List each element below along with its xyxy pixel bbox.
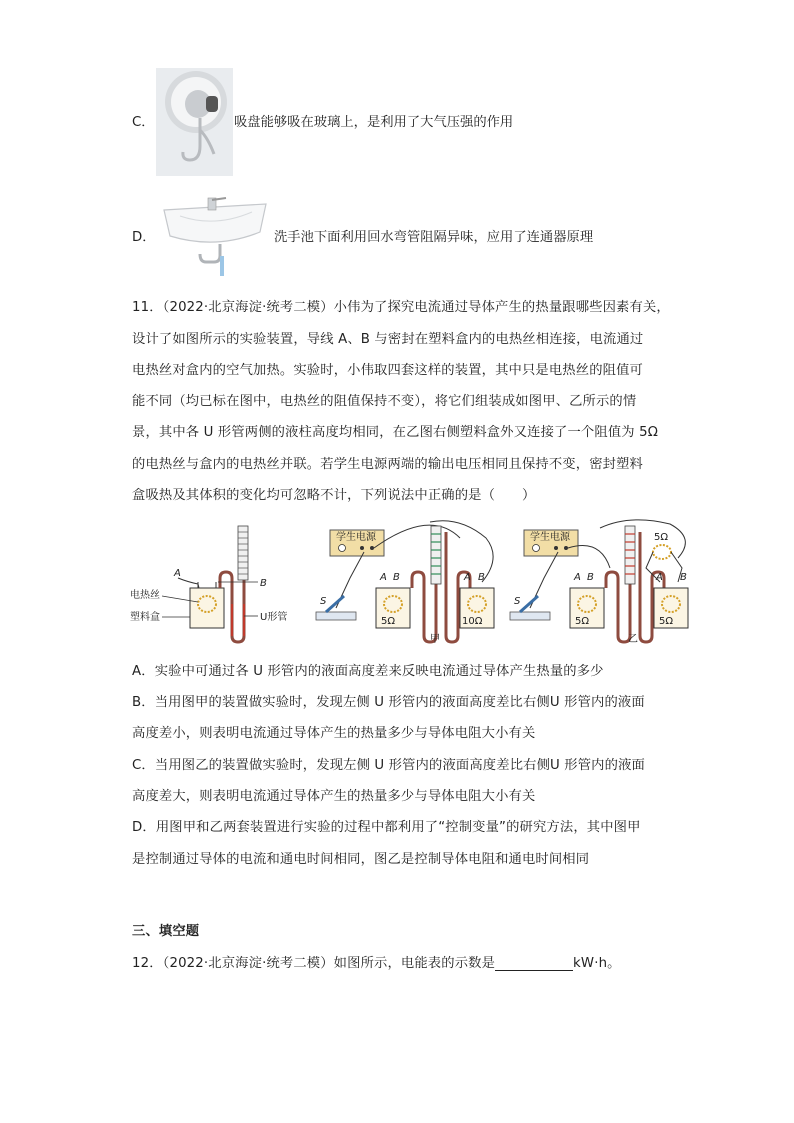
q11-line-1: 11．（2022·北京海淀·统考二模）小伟为了探究电流通过导体产生的热量跟哪些因素有关，	[132, 300, 670, 315]
q11-line-5: 景，其中各 U 形管两侧的液柱高度均相同，在乙图右侧塑料盒外又连接了一个阻值为 5Ω	[132, 425, 659, 440]
q11-option-a: A．实验中可通过各 U 形管内的液面高度差来反映电流通过导体产生热量的多少	[132, 664, 604, 679]
q11-option-d-line-2: 是控制通过导体的电流和通电时间相同，图乙是控制导体电阻和通电时间相同	[132, 852, 590, 867]
svg-text:5Ω: 5Ω	[381, 616, 396, 627]
svg-text:B: B	[587, 572, 594, 583]
q11-option-d-line-1: D．用图甲和乙两套装置进行实验的过程中都利用了“控制变量”的研究方法，其中图甲	[132, 820, 641, 835]
svg-text:B: B	[680, 572, 687, 583]
apparatus-jia	[316, 521, 494, 645]
wash-basin-image	[160, 192, 270, 280]
section-title: 三、填空题	[132, 924, 200, 939]
svg-text:塑料盒: 塑料盒	[130, 612, 160, 623]
q11-option-b-line-2: 高度差小，则表明电流通过导体产生的热量多少与导体电阻大小有关	[132, 726, 536, 741]
svg-text:B: B	[393, 572, 400, 583]
svg-text:S: S	[514, 596, 521, 607]
svg-text:S: S	[320, 596, 327, 607]
svg-text:5Ω: 5Ω	[659, 616, 674, 627]
svg-text:10Ω: 10Ω	[462, 616, 483, 627]
option-d-text: 洗手池下面利用回水弯管阻隔异味，应用了连通器原理	[274, 230, 594, 245]
svg-text:B: B	[478, 572, 485, 583]
svg-text:甲: 甲	[430, 634, 440, 645]
svg-text:U形管: U形管	[260, 612, 288, 623]
q11-option-b-line-1: B．当用图甲的装置做实验时，发现左侧 U 形管内的液面高度差比右侧U 形管内的液面	[132, 695, 645, 710]
svg-text:A: A	[174, 568, 181, 579]
apparatus-yi	[510, 520, 688, 645]
svg-text:学生电源: 学生电源	[530, 532, 570, 543]
option-c-letter: C．	[132, 115, 155, 130]
suction-cup-image	[156, 68, 233, 176]
q11-option-c-line-1: C．当用图乙的装置做实验时，发现左侧 U 形管内的液面高度差比右侧U 形管内的液面	[132, 758, 645, 773]
svg-text:A: A	[574, 572, 581, 583]
svg-text:5Ω: 5Ω	[654, 532, 669, 543]
svg-text:电热丝: 电热丝	[130, 590, 160, 601]
q12-line	[132, 952, 621, 971]
svg-text:A: A	[380, 572, 387, 583]
q12-answer-blank[interactable]	[495, 956, 573, 971]
option-c-text: 吸盘能够吸在玻璃上，是利用了大气压强的作用	[234, 115, 514, 130]
svg-text:5Ω: 5Ω	[575, 616, 590, 627]
svg-text:乙: 乙	[628, 634, 638, 645]
q11-option-c-line-2: 高度差大，则表明电流通过导体产生的热量多少与导体电阻大小有关	[132, 789, 536, 804]
experiment-figure	[130, 518, 700, 650]
svg-text:A: A	[656, 572, 663, 583]
q11-line-3: 电热丝对盒内的空气加热。实验时，小伟取四套这样的装置，其中只是电热丝的阻值可	[132, 363, 643, 378]
q11-line-6: 的电热丝与盒内的电热丝并联。若学生电源两端的输出电压相同且保持不变，密封塑料	[132, 457, 643, 472]
single-apparatus	[130, 526, 287, 642]
q11-line-2: 设计了如图所示的实验装置，导线 A、B 与密封在塑料盒内的电热丝相连接，电流通过	[132, 332, 644, 347]
svg-text:B: B	[260, 578, 267, 589]
q11-line-4: 能不同（均已标在图中，电热丝的阻值保持不变），将它们组装成如图甲、乙所示的情	[132, 394, 637, 409]
option-d-letter: D．	[132, 230, 156, 245]
q12-unit: kW·h。	[573, 956, 621, 971]
q11-line-7: 盒吸热及其体积的变化均可忽略不计，下列说法中正确的是（ ）	[132, 488, 536, 503]
svg-text:A: A	[464, 572, 471, 583]
svg-text:学生电源: 学生电源	[336, 532, 376, 543]
q12-text: 12．（2022·北京海淀·统考二模）如图所示，电能表的示数是	[132, 956, 496, 971]
